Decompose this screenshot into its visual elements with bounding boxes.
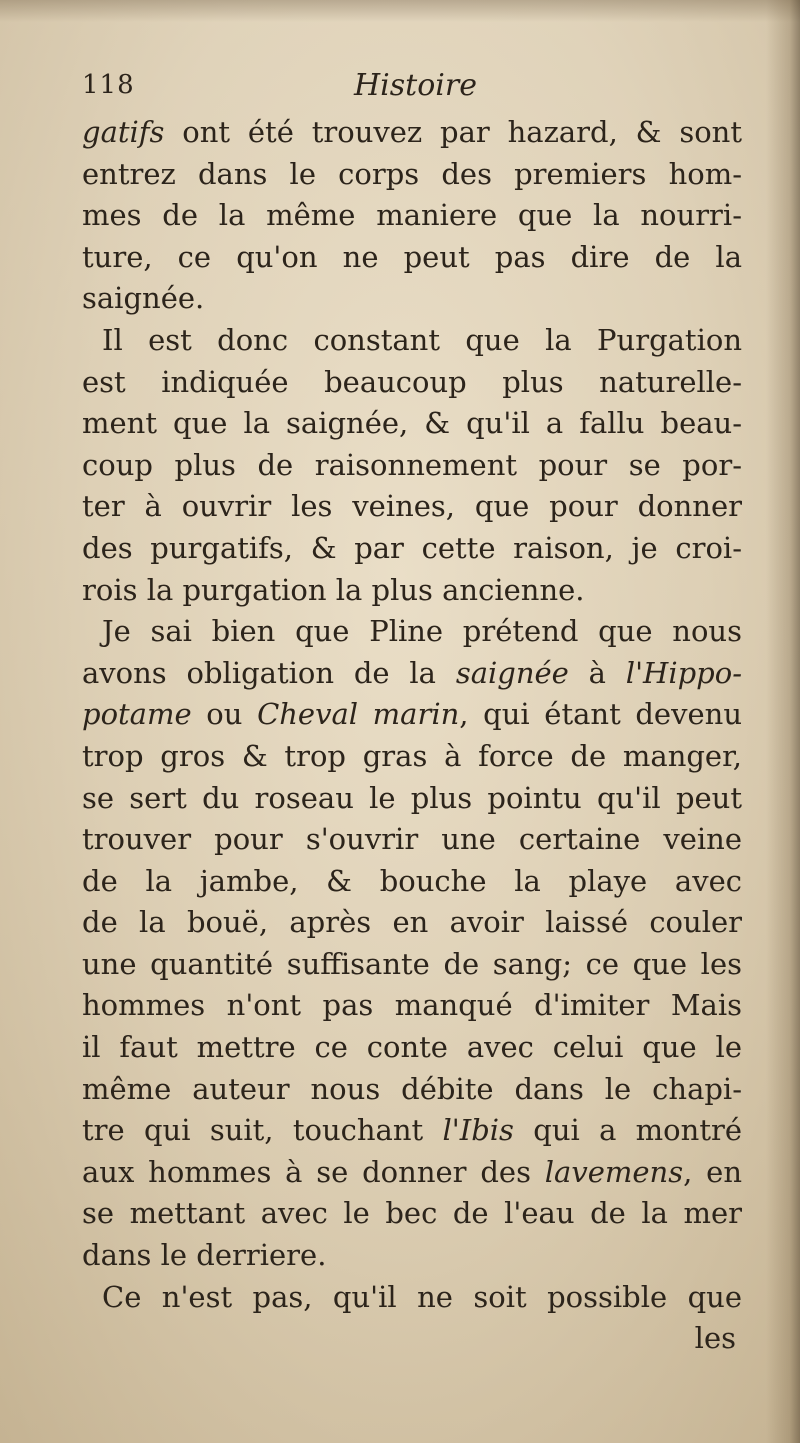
text-run: trop gros & trop gras à force de manger, [82, 738, 742, 773]
text-line [82, 1027, 742, 1069]
text-line [82, 237, 742, 279]
text-run: ter à ouvrir les veines, que pour donner [82, 489, 742, 524]
text-line [82, 1235, 742, 1277]
text-run: hommes n'ont pas manqué d'imiter Mais [82, 988, 742, 1023]
text-run: mes de la même maniere que la nourri- [82, 198, 742, 233]
text-line [82, 819, 742, 861]
text-run: ture, ce qu'on ne peut pas dire de la [82, 239, 742, 274]
text-run: Il est donc constant que la Purgation [102, 322, 742, 357]
text-run: avons obligation de la [82, 655, 456, 690]
italic-text: saignée [455, 655, 569, 690]
italic-text: l'Ibis [442, 1113, 514, 1148]
text-run: les [694, 1321, 736, 1356]
page-top-shadow [0, 0, 800, 22]
text-run: ou [191, 697, 258, 732]
text-line [82, 653, 742, 695]
text-line [82, 694, 742, 736]
text-run: aux hommes à se donner des [82, 1154, 545, 1189]
text-line [82, 278, 742, 320]
text-line [82, 570, 742, 612]
text-line [82, 403, 742, 445]
text-run: une quantité suffisante de sang; ce que les [82, 946, 742, 981]
text-run: trouver pour s'ouvrir une certaine veine [82, 822, 742, 857]
italic-text: lavemens [544, 1154, 684, 1189]
text-line [82, 1193, 742, 1235]
page-gutter-shadow [766, 0, 800, 1443]
text-line [82, 611, 742, 653]
text-run: de la jambe, & bouche la playe avec [82, 863, 742, 898]
text-line [82, 362, 742, 404]
text-run: coup plus de raisonnement pour se por- [82, 447, 742, 482]
text-run: ment que la saignée, & qu'il a fallu beau- [82, 406, 742, 441]
page-header [82, 70, 742, 110]
running-title: Histoire [354, 68, 477, 103]
text-line [82, 861, 742, 903]
text-run: Ce n'est pas, qu'il ne soit possible que [102, 1279, 742, 1314]
text-line [82, 486, 742, 528]
text-run: de la bouë, après en avoir laissé couler [82, 905, 742, 940]
text-line [82, 195, 742, 237]
text-run: Je sai bien que Pline prétend que nous [102, 614, 742, 649]
text-run: rois la purgation la plus ancienne. [82, 572, 585, 607]
text-run: se mettant avec le bec de l'eau de la mer [82, 1196, 742, 1231]
text-run: tre qui suit, touchant [82, 1113, 443, 1148]
text-line [82, 154, 742, 196]
catchword [82, 1318, 742, 1360]
text-line [82, 1069, 742, 1111]
text-run: qui a montré [513, 1113, 743, 1148]
text-run: des purgatifs, & par cette raison, je croi- [82, 530, 742, 565]
text-run: dans le derriere. [82, 1238, 327, 1273]
text-line [82, 985, 742, 1027]
text-run: ont été trouvez par hazard, & sont [164, 115, 742, 149]
body-text [82, 112, 742, 1360]
page-number: 118 [82, 70, 135, 100]
text-line [82, 445, 742, 487]
italic-text: Cheval marin [257, 697, 460, 732]
text-run: entrez dans le corps des premiers hom- [82, 156, 742, 191]
italic-text: gatifs [82, 115, 165, 149]
text-line [82, 320, 742, 362]
text-run: , en [683, 1154, 743, 1189]
italic-text: potame [82, 697, 192, 732]
text-line [82, 1152, 742, 1194]
text-run: même auteur nous débite dans le chapi- [82, 1071, 742, 1106]
italic-text: l'Hippo- [625, 655, 742, 690]
text-run: à [568, 655, 626, 690]
text-line [82, 528, 742, 570]
text-line [82, 902, 742, 944]
text-line [82, 1110, 742, 1152]
text-run: , qui étant devenu [459, 697, 742, 732]
text-line [82, 778, 742, 820]
text-run: est indiquée beaucoup plus naturelle- [82, 364, 742, 399]
text-line [82, 736, 742, 778]
text-line [82, 944, 742, 986]
text-line [82, 112, 742, 154]
text-run: se sert du roseau le plus pointu qu'il peut [82, 780, 742, 815]
text-run: il faut mettre ce conte avec celui que le [82, 1030, 742, 1065]
text-run: saignée. [82, 281, 205, 316]
text-line [82, 1277, 742, 1319]
